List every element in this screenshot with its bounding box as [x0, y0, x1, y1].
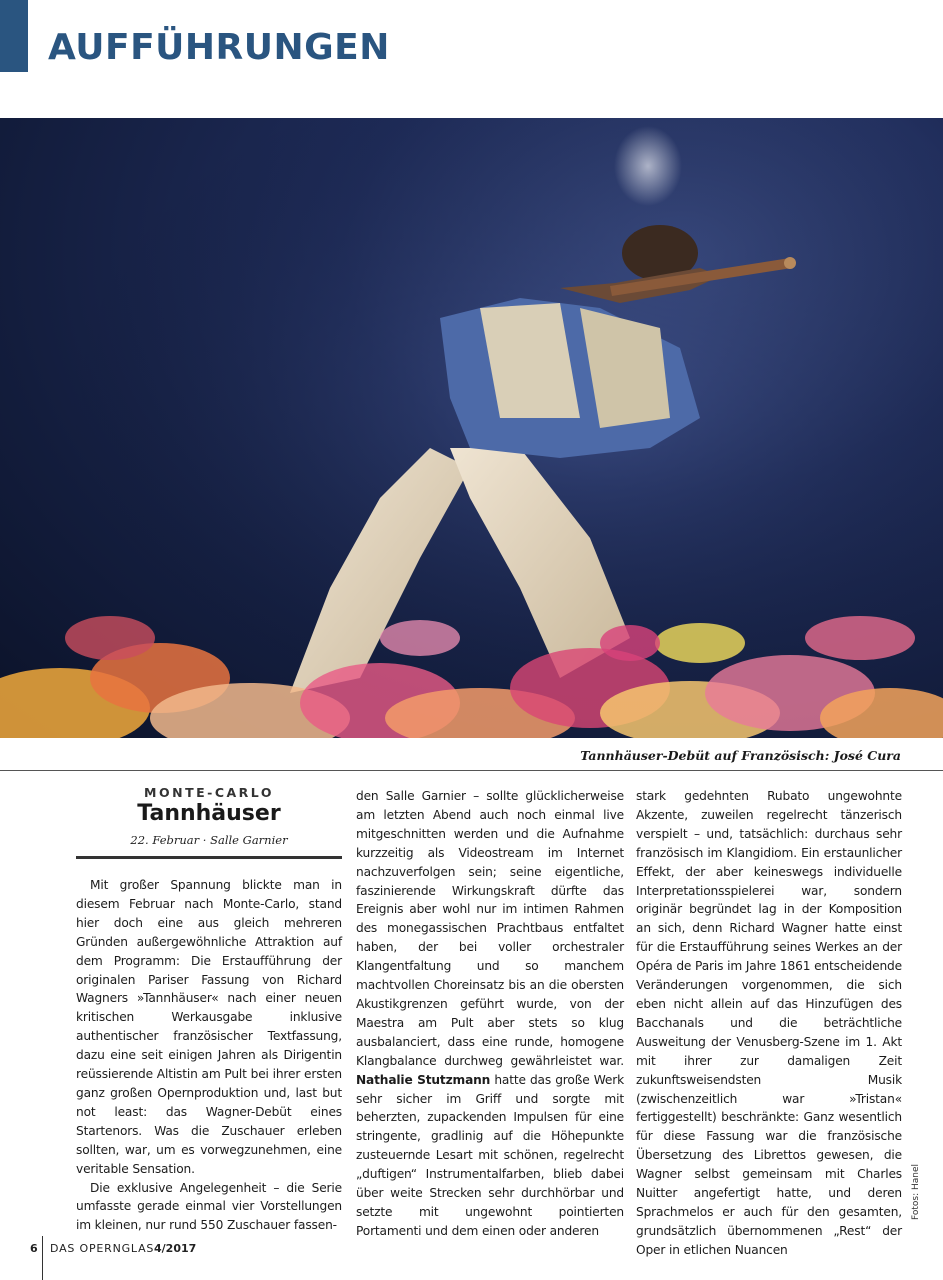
headline-rule: [76, 856, 342, 859]
paragraph: Die exklusive Angelegenheit – die Serie umfasste gerade einmal vier Vorstellungen im kleinen, nur rund 550 Zuschauer fassen-: [76, 1180, 342, 1233]
article-title: Tannhäuser: [137, 801, 281, 826]
stage-scene-illustration: [0, 118, 943, 738]
magazine-name: DAS OPERNGLAS: [50, 1242, 155, 1255]
page-number: 6: [30, 1242, 38, 1255]
article-location: MONTE-CARLO: [144, 785, 274, 800]
article-column-3: [636, 787, 902, 1260]
article-dateline: 22. Februar · Salle Garnier: [130, 833, 288, 847]
paragraph: Mit großer Spannung blickte man in diesem Februar nach Monte-Carlo, stand hier doch eine aus gleich mehreren Gründen außergewöhnliche Attraktion auf dem Programm: Die Erstaufführung der originalen Pariser Fassung von Richard Wagners »Tannhäuser« nach einer neuen kritischen Werkausgabe inklusive authentischer französischer Textfassung, dazu eine seit einigen Jahren als Dirigentin reüssierende Altistin am Pult bei ihrer ersten ganz großen Opernproduktion und, last but not least: das Wagner-Debüt eines Startenors. Was die Zuschauer erleben sollten, war, um es vorwegzunehmen, eine veritable Sensation.: [76, 878, 342, 1176]
photo-caption: Tannhäuser-Debüt auf Französisch: José Cura: [580, 748, 901, 763]
section-title: AUFFÜHRUNGEN: [48, 27, 390, 68]
smoke-cloud: [614, 126, 682, 206]
article-column-1: [76, 876, 342, 1235]
page-footer: [30, 1242, 197, 1255]
performance-photo: [0, 118, 943, 738]
section-color-bar: [0, 0, 28, 72]
paragraph: [356, 787, 624, 1241]
photo-credit: Fotos: Hanel: [911, 1163, 921, 1220]
issue-number: 4/2017: [154, 1242, 197, 1255]
caption-divider: [0, 770, 943, 771]
text-run: hatte das große Werk sehr sicher im Griff und sorgte mit beherzten, zupackenden Impulsen für eine stringente, gradlinig auf die Höhepunkte zusteuernde Lesart mit schönen, regelrecht „duftigen“ Instrumentalfarben, blieb dabei über weite Strecken sehr durchhörbar und setzte mit ungewohnt pointierten Portamenti und dem einen oder anderen: [356, 1072, 624, 1238]
article-column-2: [356, 787, 624, 1241]
conductor-name: Nathalie Stutzmann: [356, 1072, 491, 1087]
paragraph: stark gedehnten Rubato ungewohnte Akzente, zuweilen regelrecht tänzerisch verspielt – und, tatsächlich: durchaus sehr französisch im Klangidiom. Ein erstaunlicher Effekt, der aber keineswegs individuelle Interpretationsspielerei war, sondern originär begründet lag in der Komposition an sich, denn Richard Wagner hatte einst für die Erstaufführung seines Werkes an der Opéra de Paris im Jahre 1861 entscheidende Veränderungen vorgenommen, die sich eben nicht allein auf das Hinzufügen des Bacchanals und die beträchtliche Ausweitung der Venusberg-Szene im 1. Akt mit ihrer zur damaligen Zeit zukunftsweisendsten Musik (zwischenzeitlich war »Tristan« fertiggestellt) beschränkte: Ganz wesentlich für diese Fassung war die französische Übersetzung des Librettos gewesen, die Wagner selbst gemeinsam mit Charles Nuitter angefertigt hatte, und deren Sprachmelos er auch für den gesamten, grundsätzlich übernommenen „Rest“ der Oper in etlichen Nuancen: [636, 789, 902, 1257]
footer-divider: [42, 1236, 43, 1280]
text-run: den Salle Garnier – sollte glücklicherweise am letzten Abend auch noch einmal live mitgeschnitten werden und die Aufnahme kurzzeitig als Videostream im Internet nachzuverfolgen sein; seine eigentliche, faszinierende Wirkungskraft dürfte das Ereignis aber wohl nur im intimen Rahmen des monegassischen Prachtbaus entfaltet haben, der bei voller orchestraler Klangentfaltung und so manchem machtvollen Choreinsatz bis an die obersten Akustikgrenzen geführt wurde, von der Maestra am Pult aber stets so klug ausbalanciert, dass eine runde, homogene Klangbalance durchweg gewährleistet war.: [356, 789, 624, 1068]
